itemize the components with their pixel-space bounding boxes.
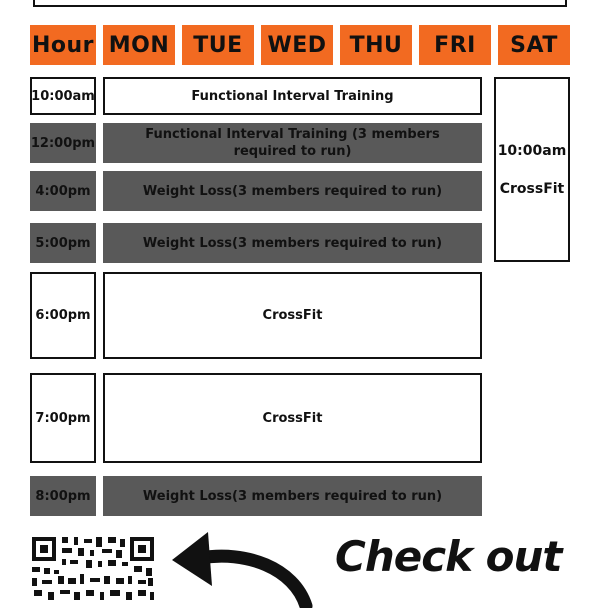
header-mon: MON bbox=[103, 25, 175, 65]
qr-code-icon bbox=[30, 534, 156, 604]
saturday-time: 10:00am bbox=[497, 142, 567, 159]
class-cell-6pm: CrossFit bbox=[103, 272, 482, 359]
time-cell-5pm: 5:00pm bbox=[30, 223, 96, 263]
time-cell-10am: 10:00am bbox=[30, 77, 96, 115]
class-cell-7pm: CrossFit bbox=[103, 373, 482, 463]
saturday-class: CrossFit bbox=[499, 180, 565, 197]
header-thu: THU bbox=[340, 25, 412, 65]
time-cell-6pm: 6:00pm bbox=[30, 272, 96, 359]
time-cell-12pm: 12:00pm bbox=[30, 123, 96, 163]
time-cell-4pm: 4:00pm bbox=[30, 171, 96, 211]
saturday-cell bbox=[494, 77, 570, 262]
header-wed: WED bbox=[261, 25, 333, 65]
time-cell-7pm: 7:00pm bbox=[30, 373, 96, 463]
class-cell-12pm: Functional Interval Training (3 members required to run) bbox=[103, 123, 482, 163]
header-tue: TUE bbox=[182, 25, 254, 65]
header-fri: FRI bbox=[419, 25, 491, 65]
curved-arrow-left-icon bbox=[166, 528, 316, 608]
header-sat: SAT bbox=[498, 25, 570, 65]
class-cell-5pm: Weight Loss(3 members required to run) bbox=[103, 223, 482, 263]
class-cell-8pm: Weight Loss(3 members required to run) bbox=[103, 476, 482, 516]
top-frame bbox=[33, 0, 567, 7]
class-cell-4pm: Weight Loss(3 members required to run) bbox=[103, 171, 482, 211]
header-hour: Hour bbox=[30, 25, 96, 65]
time-cell-8pm: 8:00pm bbox=[30, 476, 96, 516]
check-out-text: Check out bbox=[335, 532, 562, 581]
class-cell-10am: Functional Interval Training bbox=[103, 77, 482, 115]
